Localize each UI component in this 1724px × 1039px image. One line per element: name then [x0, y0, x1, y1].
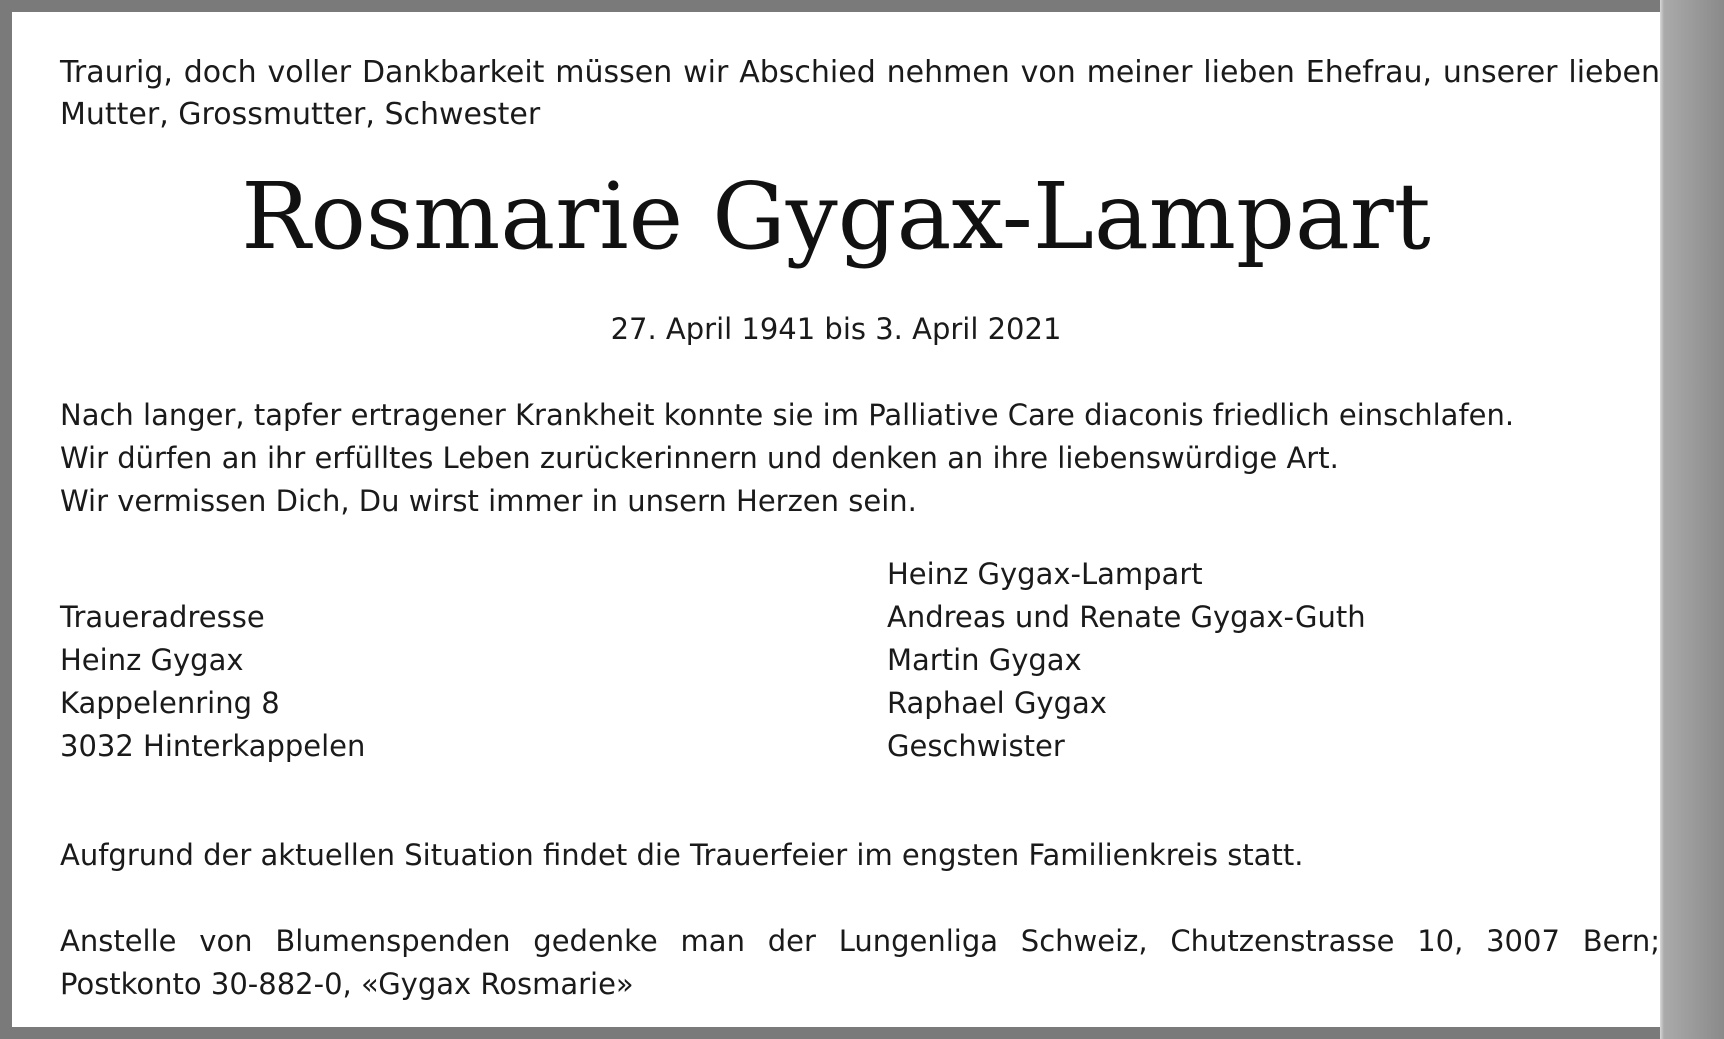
body-text: [60, 394, 1514, 523]
body-line: Nach langer, tapfer ertragener Krankheit konnte sie im Palliative Care diaconis friedlich einschlafen.: [60, 398, 1515, 432]
family-member: Heinz Gygax-Lampart: [887, 557, 1203, 591]
body-line: Wir dürfen an ihr erfülltes Leben zurückerinnern und denken an ihre liebenswürdige Art.: [60, 441, 1339, 475]
mourning-address: [60, 596, 365, 768]
ceremony-note: Aufgrund der aktuellen Situation findet die Trauerfeier im engsten Familienkreis statt.: [60, 838, 1304, 872]
family-member: Raphael Gygax: [887, 686, 1107, 720]
family-member: Andreas und Renate Gygax-Guth: [887, 600, 1366, 634]
life-dates: 27. April 1941 bis 3. April 2021: [610, 312, 1062, 346]
intro-text: Traurig, doch voller Dankbarkeit müssen wir Abschied nehmen von meiner lieben Ehefrau, unserer lieben Mutter, Grossmutter, Schwester: [60, 55, 1660, 132]
right-edge-shadow: [1660, 0, 1724, 1039]
obituary-notice: [12, 12, 1660, 1027]
address-line: Heinz Gygax: [60, 643, 244, 677]
address-heading: Traueradresse: [60, 600, 265, 634]
donation-note: Anstelle von Blumenspenden gedenke man der Lungenliga Schweiz, Chutzenstrasse 10, 3007 Bern; Postkonto 30-882-0, «Gygax Rosmarie»: [60, 924, 1660, 1001]
address-line: 3032 Hinterkappelen: [60, 729, 366, 763]
family-list: [887, 553, 1366, 768]
family-member: Geschwister: [887, 729, 1065, 763]
deceased-name: Rosmarie Gygax-Lampart: [241, 163, 1431, 270]
family-member: Martin Gygax: [887, 643, 1082, 677]
address-line: Kappelenring 8: [60, 686, 280, 720]
body-line: Wir vermissen Dich, Du wirst immer in unsern Herzen sein.: [60, 484, 917, 518]
